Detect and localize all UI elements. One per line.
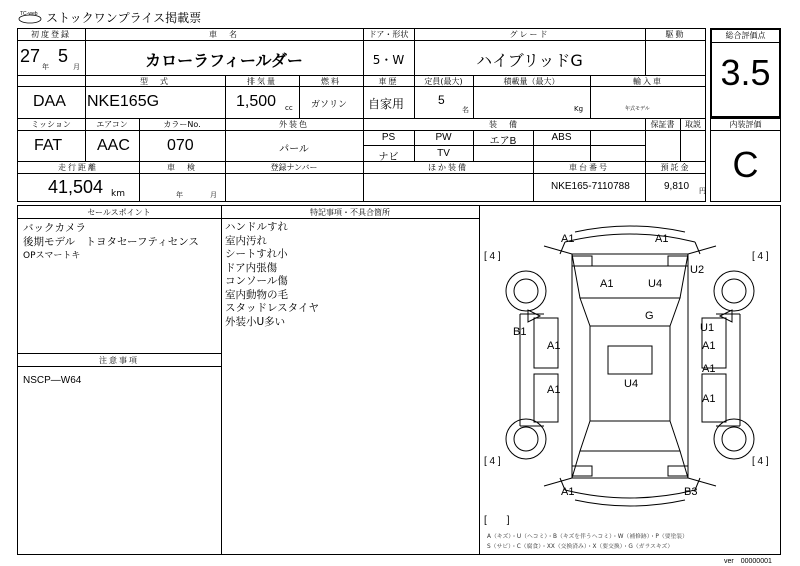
import-model-year-unit: モデル [635, 106, 650, 112]
import-model-year [625, 105, 650, 112]
model-prefix: DAA [33, 93, 66, 110]
inspection-year-unit: 年 [176, 191, 183, 199]
header-load: 積載量（最大） [503, 77, 560, 86]
special-note-item: スタッドレスタイヤ [225, 302, 319, 314]
mileage-unit: km [111, 189, 125, 199]
damage-mark: A1 [702, 393, 716, 405]
header-interior-rating: 内装評価 [729, 120, 762, 129]
damage-mark: G [645, 310, 654, 322]
header-drive: 駆動 [665, 30, 686, 39]
damage-mark: A1 [702, 363, 716, 375]
special-notes-title: 特記事項・不具合箇所 [310, 208, 390, 217]
header-door-shape: ドア・形状 [368, 30, 409, 39]
header-overall-rating: 総合評価点 [725, 31, 766, 40]
tire-label-front-left: [ 4 ] [484, 251, 501, 262]
inspection-month-unit: 月 [210, 191, 217, 199]
header-manual: 取説 [685, 120, 701, 129]
header-color-no: カラーNo. [163, 120, 201, 129]
header-equipment: 装 備 [489, 120, 519, 129]
notice-item: NSCP—W64 [23, 375, 82, 386]
model: NKE165G [87, 93, 160, 110]
version-label: ver 00000001 [724, 558, 772, 565]
sales-points-title: セールスポイント [87, 208, 151, 217]
sales-point-item: 後期モデル トヨタセーフティセンス [23, 236, 199, 248]
displacement-unit: cc [285, 104, 293, 112]
special-note-item: 室内動物の毛 [225, 288, 288, 301]
damage-mark: A1 [547, 340, 561, 352]
equipment-item: ナビ [378, 152, 399, 163]
aircon: AAC [97, 137, 130, 154]
header-other-equipment: ほか装備 [428, 163, 468, 172]
load-unit: Kg [574, 105, 584, 113]
damage-mark: A1 [655, 233, 669, 245]
damage-mark: B3 [684, 486, 698, 498]
spare-tire-label: [ ] [484, 515, 510, 526]
damage-mark: A1 [561, 486, 575, 498]
header-car-name: 車 名 [209, 30, 239, 39]
damage-mark: A1 [561, 233, 575, 245]
header-mission: ミッション [31, 120, 71, 129]
header-exterior-color: 外装色 [279, 120, 309, 129]
logo-text: TC-web [20, 11, 38, 17]
capacity: 5 [438, 93, 445, 107]
header-chassis-number: 車台番号 [569, 163, 609, 172]
color-no: 070 [167, 137, 194, 154]
tire-label-rear-left: [ 4 ] [484, 456, 501, 467]
first-reg-year: 27 [20, 46, 41, 66]
car-diagram [480, 206, 780, 526]
first-reg-month-unit: 月 [73, 63, 80, 71]
special-note-item: 外装小U多い [225, 315, 286, 328]
sheet-title: ストックワンプライス掲載票 [46, 11, 202, 25]
header-import: 輸入車 [633, 77, 663, 86]
deposit-unit: 円 [699, 187, 706, 195]
legend-line-2: S（サビ）・C（腐食）・XX（交換済み）・X（要交換）・G（ガラスキズ） [487, 544, 674, 550]
header-vehicle-history: 車歴 [378, 77, 399, 86]
sales-point-item: OPスマートキ [23, 251, 81, 261]
vehicle-history: 自家用 [368, 97, 405, 111]
interior-rating: C [732, 144, 759, 185]
displacement: 1,500 [236, 93, 277, 110]
equipment-item: PW [435, 132, 452, 143]
tire-label-rear-right: [ 4 ] [752, 456, 769, 467]
special-note-item: ドア内張傷 [225, 261, 278, 274]
special-note-item: ハンドルすれ [225, 221, 288, 233]
header-grade: グレード [509, 30, 550, 39]
header-capacity: 定員(最大) [424, 77, 463, 86]
header-warranty: 保証書 [650, 120, 675, 129]
mileage: 41,504 [48, 177, 104, 197]
tire-label-front-right: [ 4 ] [752, 251, 769, 262]
notices-title: 注意事項 [99, 356, 139, 365]
mission: FAT [34, 137, 63, 154]
header-aircon: エアコン [96, 120, 128, 129]
header-displacement: 排気量 [247, 77, 277, 86]
header-mileage: 走行距離 [58, 163, 98, 172]
damage-mark: U2 [690, 264, 705, 276]
header-deposit: 預託金 [660, 163, 691, 172]
legend-line-1: A（キズ）・U（ヘコミ）・B（キズを伴うヘコミ）・W（補修跡）・P（要塗装） [487, 534, 688, 540]
grade: ハイブリッドG [476, 51, 583, 70]
deposit: 9,810 [664, 181, 690, 192]
first-reg-year-unit: 年 [42, 63, 49, 71]
equipment-item: エアB [489, 136, 517, 147]
logo [18, 10, 42, 22]
equipment-item: TV [437, 148, 450, 159]
equipment-item: ABS [551, 132, 572, 143]
overall-rating: 3.5 [720, 52, 771, 93]
damage-mark: A1 [547, 384, 561, 396]
damage-mark: B1 [513, 326, 527, 338]
sales-point-item: バックカメラ [23, 222, 86, 234]
special-note-item: シートすれ小 [225, 248, 288, 260]
exterior-color: パール [279, 144, 309, 155]
damage-mark: U4 [624, 378, 639, 390]
header-fuel: 燃料 [321, 77, 341, 86]
equipment-item: PS [381, 132, 396, 143]
fuel: ガソリン [311, 100, 348, 110]
chassis-number: NKE165-7110788 [551, 181, 630, 192]
damage-mark: U4 [648, 278, 663, 290]
capacity-unit: 名 [462, 106, 469, 114]
door-shape: 5・W [372, 53, 405, 67]
header-reg-number: 登録ナンバー [270, 163, 318, 172]
special-note-item: 室内汚れ [225, 234, 267, 247]
header-model: 型 式 [140, 77, 170, 86]
import-model-year-label: 年式 [625, 106, 636, 112]
damage-mark: U1 [700, 322, 715, 334]
damage-mark: A1 [600, 278, 614, 290]
first-reg-month: 5 [58, 46, 69, 66]
header-inspection: 車 検 [167, 163, 197, 172]
header-first-reg: 初度登録 [31, 30, 71, 39]
car-name: カローラフィールダー [145, 51, 303, 70]
damage-mark: A1 [702, 340, 716, 352]
special-note-item: コンソール傷 [225, 275, 288, 287]
